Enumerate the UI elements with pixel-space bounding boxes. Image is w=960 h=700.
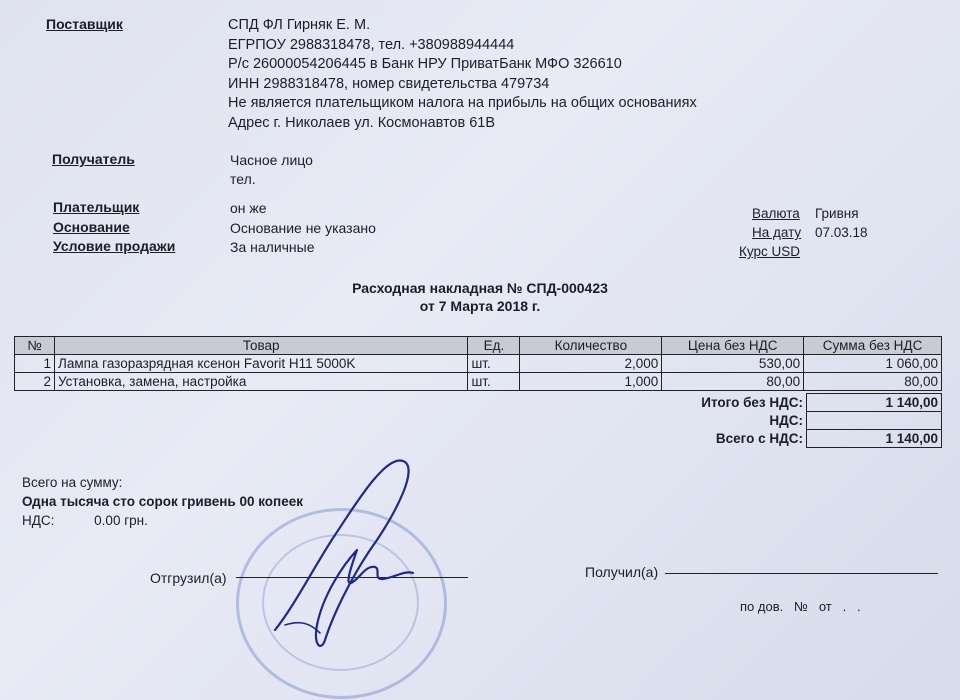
- sale-condition-label: Условие продажи: [53, 238, 176, 254]
- invoice-date: от 7 Марта 2018 г.: [419, 298, 541, 314]
- col-sum-header: Сумма без НДС: [804, 337, 942, 355]
- table-row: [15, 355, 942, 373]
- row-number: 1: [15, 355, 55, 373]
- row-sum: 1 060,00: [804, 355, 942, 373]
- col-product-header: Товар: [54, 337, 467, 355]
- sale-condition-value: За наличные: [230, 239, 315, 255]
- total-value: 1 140,00: [807, 430, 942, 448]
- row-unit: шт.: [468, 355, 520, 373]
- totals-row: [640, 394, 942, 412]
- total-label: Всего с НДС:: [715, 431, 803, 446]
- supplier-line: Р/с 26000054206445 в Банк НРУ ПриватБанк МФО 326610: [228, 56, 622, 72]
- amount-in-words: Одна тысяча сто сорок гривень 00 копеек: [22, 494, 303, 509]
- recipient-phone: тел.: [230, 171, 256, 187]
- currency-value: Гривня: [815, 206, 859, 221]
- vat-label: НДС:: [769, 413, 803, 428]
- rate-label: Курс USD: [739, 244, 800, 259]
- supplier-line: ИНН 2988318478, номер свидетельства 479734: [228, 75, 550, 92]
- row-price: 80,00: [662, 373, 804, 391]
- col-unit-header: Ед.: [468, 337, 520, 355]
- supplier-line: Адрес г. Николаев ул. Космонавтов 61В: [228, 114, 496, 131]
- basis-label: Основание: [53, 219, 130, 235]
- handwritten-signature: [255, 455, 425, 655]
- col-qty-header: Количество: [520, 337, 662, 355]
- supplier-details: [228, 16, 697, 133]
- total-amount-label: Всего на сумму:: [22, 475, 123, 490]
- subtotal-label: Итого без НДС:: [701, 395, 803, 410]
- on-date-label: На дату: [752, 225, 802, 240]
- row-qty: 1,000: [520, 373, 662, 391]
- row-sum: 80,00: [804, 373, 942, 391]
- received-signature-line: [665, 573, 938, 574]
- supplier-label: Поставщик: [46, 16, 123, 32]
- currency-label: Валюта: [752, 206, 800, 221]
- totals-table: [640, 393, 942, 448]
- row-qty: 2,000: [520, 355, 662, 373]
- invoice-title: Расходная накладная № СПД-000423: [352, 280, 608, 296]
- totals-row: [640, 430, 942, 448]
- recipient-label: Получатель: [52, 151, 135, 167]
- subtotal-value: 1 140,00: [807, 394, 942, 412]
- totals-row: [640, 412, 942, 430]
- recipient-name: Часное лицо: [230, 152, 313, 168]
- payer-value: он же: [230, 200, 267, 216]
- items-table: [14, 336, 942, 391]
- payer-label: Плательщик: [53, 199, 140, 215]
- vat-value: [807, 412, 942, 430]
- table-row: [15, 373, 942, 391]
- row-unit: шт.: [468, 373, 520, 391]
- col-price-header: Цена без НДС: [662, 337, 804, 355]
- table-header-row: [15, 337, 942, 355]
- proxy-text: по дов. № от . .: [740, 599, 861, 614]
- shipped-label: Отгрузил(а): [150, 570, 227, 586]
- supplier-line: ЕГРПОУ 2988318478, тел. +380988944444: [228, 36, 515, 53]
- row-product: Установка, замена, настройка: [54, 373, 467, 391]
- summary-vat-label: НДС:: [22, 513, 55, 528]
- row-price: 530,00: [662, 355, 804, 373]
- col-number-header: №: [15, 337, 55, 355]
- summary-vat-value: 0.00 грн.: [94, 513, 148, 528]
- received-label: Получил(а): [585, 564, 659, 580]
- supplier-line: СПД ФЛ Гирняк Е. М.: [228, 17, 371, 33]
- basis-value: Основание не указано: [230, 220, 376, 236]
- on-date-value: 07.03.18: [815, 225, 868, 240]
- supplier-line: Не является плательщиком налога на прибыль на общих основаниях: [228, 95, 697, 111]
- row-number: 2: [15, 373, 55, 391]
- row-product: Лампа газоразрядная ксенон Favorit H11 5000K: [54, 355, 467, 373]
